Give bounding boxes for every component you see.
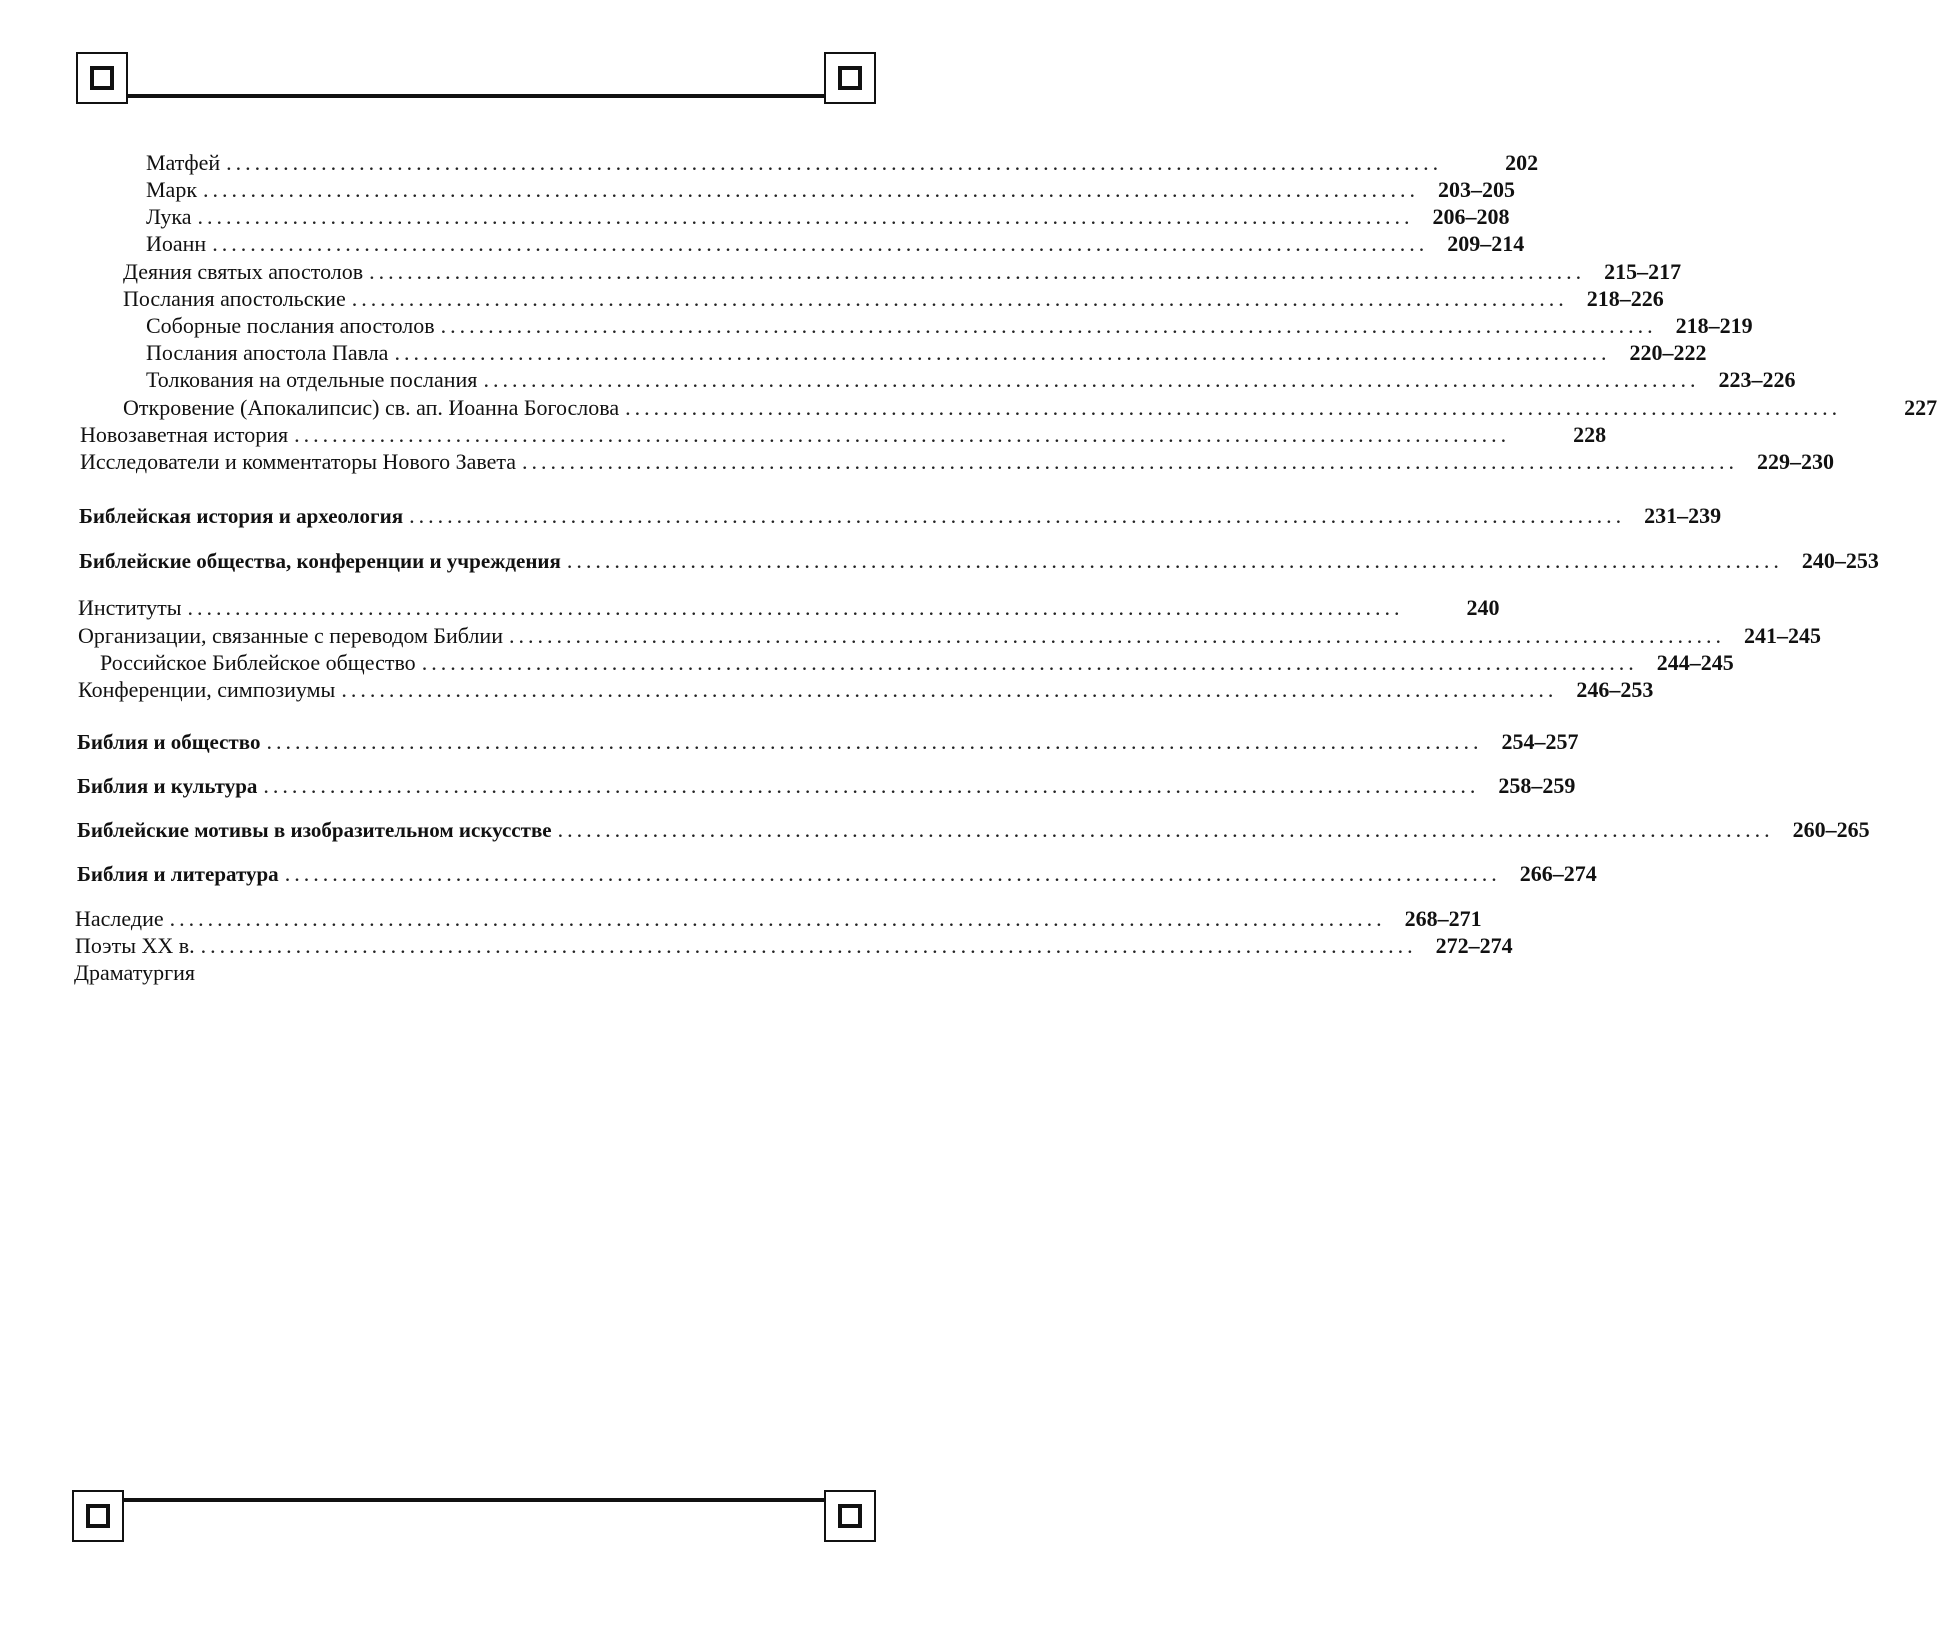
- toc-entry: [146, 230, 1525, 258]
- toc-entry-title: Российское Библейское общество: [100, 650, 416, 675]
- dot-leader: ................................................................................................................................: [187, 595, 1404, 620]
- toc-section-page: 240–253: [1801, 548, 1879, 573]
- top-ornament-frame: [76, 52, 876, 106]
- toc-entry-page: 209–214: [1447, 231, 1525, 256]
- toc-entry-page: 272–274: [1435, 933, 1513, 958]
- dot-leader: ................................................................................................................................: [625, 395, 1842, 420]
- dot-leader: ................................................................................................................................: [557, 817, 1774, 842]
- dot-leader: ................................................................................................................................: [226, 150, 1443, 175]
- toc-entry-page: 227: [1904, 395, 1937, 420]
- toc-entry: [78, 594, 1500, 622]
- toc-entry-page: 241–245: [1743, 623, 1821, 648]
- toc-entry-title: Марк: [146, 177, 198, 202]
- toc-section: [77, 772, 1576, 800]
- toc-entry-title: Лука: [146, 204, 192, 229]
- toc-entry: [146, 312, 1753, 340]
- toc-entry-title: Иоанн: [146, 231, 207, 256]
- toc-section: [77, 816, 1870, 844]
- toc-entry: [80, 448, 1835, 476]
- toc-entry-page: 206–208: [1432, 204, 1510, 229]
- toc-entry-title: Организации, связанные с переводом Библии: [78, 623, 503, 648]
- toc-entry-page: 202: [1505, 150, 1539, 175]
- toc-entry: [80, 421, 1607, 449]
- toc-section-page: 258–259: [1498, 773, 1576, 798]
- toc-entry-page: 268–271: [1404, 906, 1482, 931]
- toc-entry-title: Послания апостольские: [123, 286, 346, 311]
- toc-entry-page: 229–230: [1757, 449, 1835, 474]
- toc-entry-page: 228: [1573, 422, 1607, 447]
- toc-entry-page: 220–222: [1629, 340, 1707, 365]
- toc-entry: [146, 176, 1516, 204]
- toc-section: [77, 728, 1579, 756]
- toc-entry-title: Конференции, симпозиумы: [78, 677, 336, 702]
- dot-leader: ................................................................................................................................: [169, 906, 1386, 931]
- toc-entry: [123, 285, 1664, 313]
- dot-leader: ................................................................................................................................: [409, 503, 1626, 528]
- dot-leader: ................................................................................................................................: [266, 729, 1483, 754]
- toc-section-title: Библия и культура: [77, 774, 258, 798]
- toc-section-title: Библейская история и археология: [79, 504, 404, 528]
- toc-entry: [123, 394, 1937, 422]
- dot-leader: ................................................................................................................................: [440, 313, 1657, 338]
- toc-entry-title: Исследователи и комментаторы Нового Завета: [80, 449, 517, 474]
- dot-leader: ................................................................................................................................: [522, 449, 1739, 474]
- toc-entry: [74, 959, 880, 987]
- toc-section-title: Библия и общество: [77, 730, 261, 754]
- toc-entry-title: Драматургия: [74, 960, 195, 985]
- toc-section: [79, 502, 1722, 530]
- toc-entry-title: Соборные послания апостолов: [146, 313, 435, 338]
- toc-entry-title: Институты: [78, 595, 182, 620]
- dot-leader: ................................................................................................................................: [200, 933, 1417, 958]
- toc-entry: [75, 932, 1513, 960]
- dot-leader: ................................................................................................................................: [566, 548, 1783, 573]
- toc-section-page: 231–239: [1644, 503, 1722, 528]
- dot-leader: ................................................................................................................................: [294, 422, 1511, 447]
- dot-leader: ................................................................................................................................: [369, 259, 1586, 284]
- toc-entry-page: 203–205: [1438, 177, 1516, 202]
- toc-entry-page: 246–253: [1576, 677, 1654, 702]
- dot-leader: ................................................................................................................................: [212, 231, 1429, 256]
- toc-entry-title: Новозаветная история: [80, 422, 289, 447]
- toc-entry-page: 218–219: [1675, 313, 1753, 338]
- dot-leader: ................................................................................................................................: [351, 286, 1568, 311]
- dot-leader: ................................................................................................................................: [421, 650, 1638, 675]
- toc-entry: [75, 905, 1482, 933]
- toc-section-page: 254–257: [1501, 729, 1579, 754]
- toc-entry-title: Толкования на отдельные послания: [146, 367, 478, 392]
- dot-leader: ................................................................................................................................: [203, 177, 1420, 202]
- toc-entry: [146, 339, 1707, 367]
- toc-entry: [146, 366, 1796, 394]
- toc-entry-title: Деяния святых апостолов: [123, 259, 364, 284]
- toc-entry-page: 240: [1466, 595, 1500, 620]
- toc-entry-title: Матфей: [146, 150, 221, 175]
- top-left-square-ornament: [76, 52, 128, 104]
- toc-entry: [78, 676, 1654, 704]
- dot-leader: ................................................................................................................................: [263, 773, 1480, 798]
- toc-entry-page: 215–217: [1604, 259, 1682, 284]
- toc-entry-title: Наследие: [75, 906, 164, 931]
- dot-leader: ................................................................................................................................: [341, 677, 1558, 702]
- toc-entry-title: Откровение (Апокалипсис) св. ап. Иоанна Богослова: [123, 395, 620, 420]
- toc-entry: [146, 203, 1510, 231]
- toc-entry-title: Послания апостола Павла: [146, 340, 389, 365]
- bottom-right-square-ornament: [824, 1490, 876, 1542]
- top-right-square-ornament: [824, 52, 876, 104]
- toc-entry: [123, 258, 1682, 286]
- dot-leader: ................................................................................................................................: [508, 623, 1725, 648]
- toc-section-title: Библейские мотивы в изобразительном искусстве: [77, 818, 552, 842]
- dot-leader: ................................................................................................................................: [394, 340, 1611, 365]
- toc-entry-page: 218–226: [1586, 286, 1664, 311]
- toc-entry: [146, 149, 1539, 177]
- dot-leader: ................................................................................................................................: [483, 367, 1700, 392]
- toc-section-title: Библия и литература: [77, 862, 279, 886]
- bottom-ornament-frame: [76, 1490, 876, 1544]
- toc-section-title: Библейские общества, конференции и учреждения: [79, 549, 561, 573]
- toc-section-page: 266–274: [1519, 861, 1597, 886]
- dot-leader: ................................................................................................................................: [197, 204, 1414, 229]
- toc-entry-page: 223–226: [1718, 367, 1796, 392]
- toc-entry-title: Поэты XX в.: [75, 933, 195, 958]
- toc-entry: [100, 649, 1734, 677]
- toc-section-page: 260–265: [1792, 817, 1870, 842]
- bottom-rule: [76, 1498, 876, 1502]
- bottom-left-square-ornament: [72, 1490, 124, 1542]
- toc-section: [77, 860, 1597, 888]
- toc-entry: [78, 622, 1821, 650]
- top-rule: [76, 94, 876, 98]
- toc-section: [79, 547, 1879, 575]
- dot-leader: ................................................................................................................................: [284, 861, 1501, 886]
- toc-entry-page: 244–245: [1656, 650, 1734, 675]
